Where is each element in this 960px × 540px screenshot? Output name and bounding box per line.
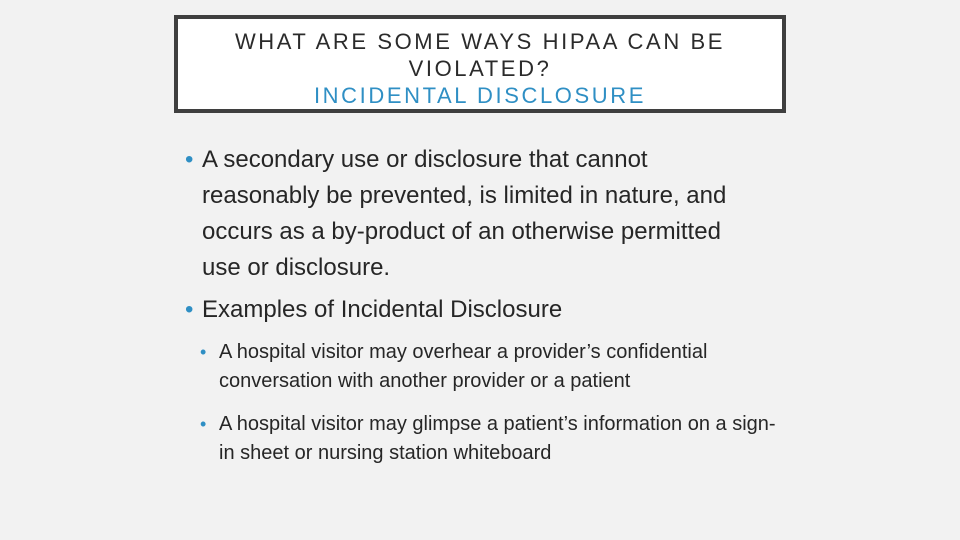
sub-bullet-icon: • [200,414,207,434]
bullet-icon: • [185,296,194,323]
bullet-text-examples: Examples of Incidental Disclosure [202,296,563,323]
sub-bullet-text-overhear: A hospital visitor may overhear a provider’s confidential conversation with another provider or a patient [219,341,708,392]
sub-bullet-text-glimpse: A hospital visitor may glimpse a patient’s information on a sign-in sheet or nursing station whiteboard [219,413,776,464]
sub-bullet-icon: • [200,342,207,362]
slide-title-line-1: WHAT ARE SOME WAYS HIPAA CAN BE [234,29,726,54]
slide-subtitle: INCIDENTAL DISCLOSURE [313,83,647,108]
bullet-text-definition: A secondary use or disclosure that cannot reasonably be prevented, is limited in nature, and occurs as a by-product of an otherwise permitted use or disclosure. [202,146,727,281]
bullet-item-definition [185,142,762,286]
bullet-icon: • [185,146,194,173]
bullet-item-examples [185,292,805,328]
sub-bullet-item-overhear [200,338,789,396]
title-box [174,15,786,113]
bullet-list [185,142,805,482]
slide-title-line-2: VIOLATED? [408,56,552,81]
sub-bullet-item-glimpse [200,410,789,468]
